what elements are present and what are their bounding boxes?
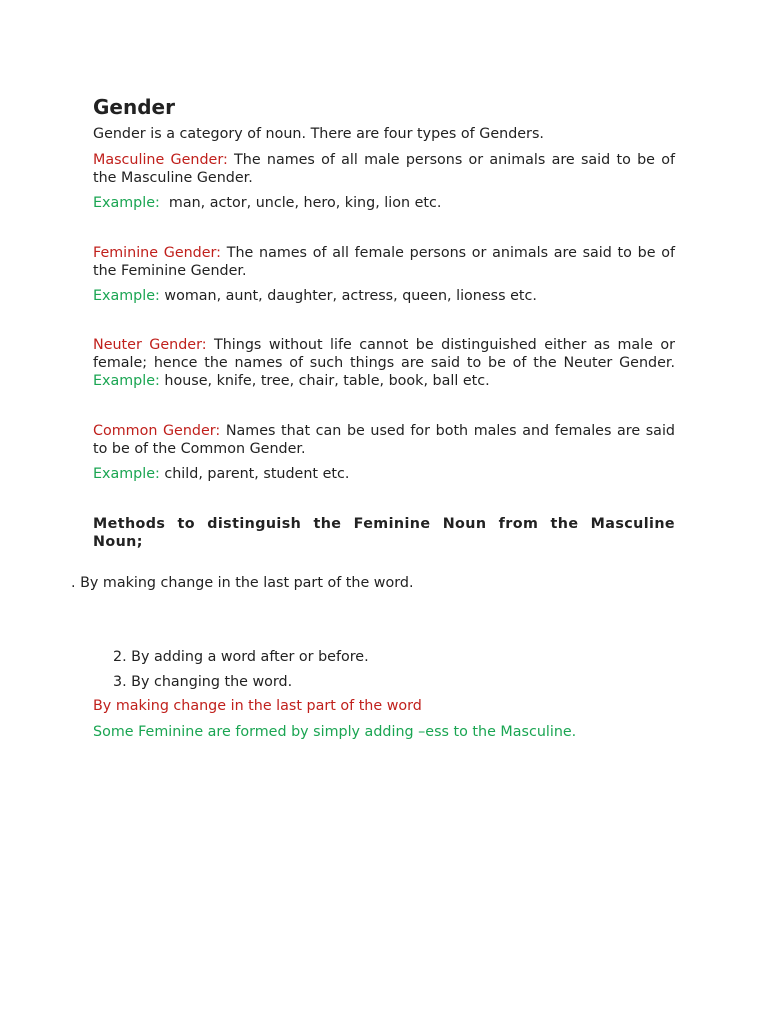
masculine-example-text: man, actor, uncle, hero, king, lion etc. — [159, 195, 442, 211]
subheading-green: Some Feminine are formed by simply adding –ess to the Masculine. — [93, 724, 577, 740]
neuter-example-text: house, knife, tree, chair, table, book, ball etc. — [159, 373, 490, 389]
masculine-example — [93, 194, 675, 212]
page-title: Gender — [93, 95, 175, 119]
method-item-3: 3. By changing the word. — [113, 674, 293, 690]
feminine-term: Feminine Gender: — [93, 245, 221, 261]
neuter-example-label: Example: — [93, 373, 160, 389]
common-example-label: Example: — [93, 466, 160, 482]
subheading-red: By making change in the last part of the word — [93, 698, 422, 714]
neuter-term: Neuter Gender: — [93, 337, 207, 353]
feminine-definition — [93, 244, 675, 280]
common-text: Names that can be used for both males and females are said to be of the Common Gender. — [93, 423, 675, 457]
feminine-example-label: Example: — [93, 288, 160, 304]
feminine-example-text: woman, aunt, daughter, actress, queen, lioness etc. — [159, 288, 537, 304]
feminine-example — [93, 287, 675, 305]
masculine-term: Masculine Gender: — [93, 152, 228, 168]
common-term: Common Gender: — [93, 423, 221, 439]
masculine-example-label: Example: — [93, 195, 160, 211]
neuter-definition — [93, 336, 675, 390]
method-item-2: 2. By adding a word after or before. — [113, 649, 369, 665]
method-item-1: . By making change in the last part of the word. — [71, 575, 414, 591]
feminine-text: The names of all female persons or animals are said to be of the Feminine Gender. — [93, 245, 675, 279]
common-definition — [93, 422, 675, 458]
neuter-text: Things without life cannot be distinguished either as male or female; hence the names of such things are said to be of the Neuter Gender. — [93, 337, 675, 371]
methods-heading: Methods to distinguish the Feminine Noun from the Masculine Noun; — [93, 516, 675, 550]
masculine-text: The names of all male persons or animals are said to be of the Masculine Gender. — [93, 152, 675, 186]
intro-paragraph: Gender is a category of noun. There are four types of Genders. — [93, 126, 544, 142]
common-example — [93, 465, 675, 483]
common-example-text: child, parent, student etc. — [159, 466, 350, 482]
masculine-definition — [93, 151, 675, 187]
